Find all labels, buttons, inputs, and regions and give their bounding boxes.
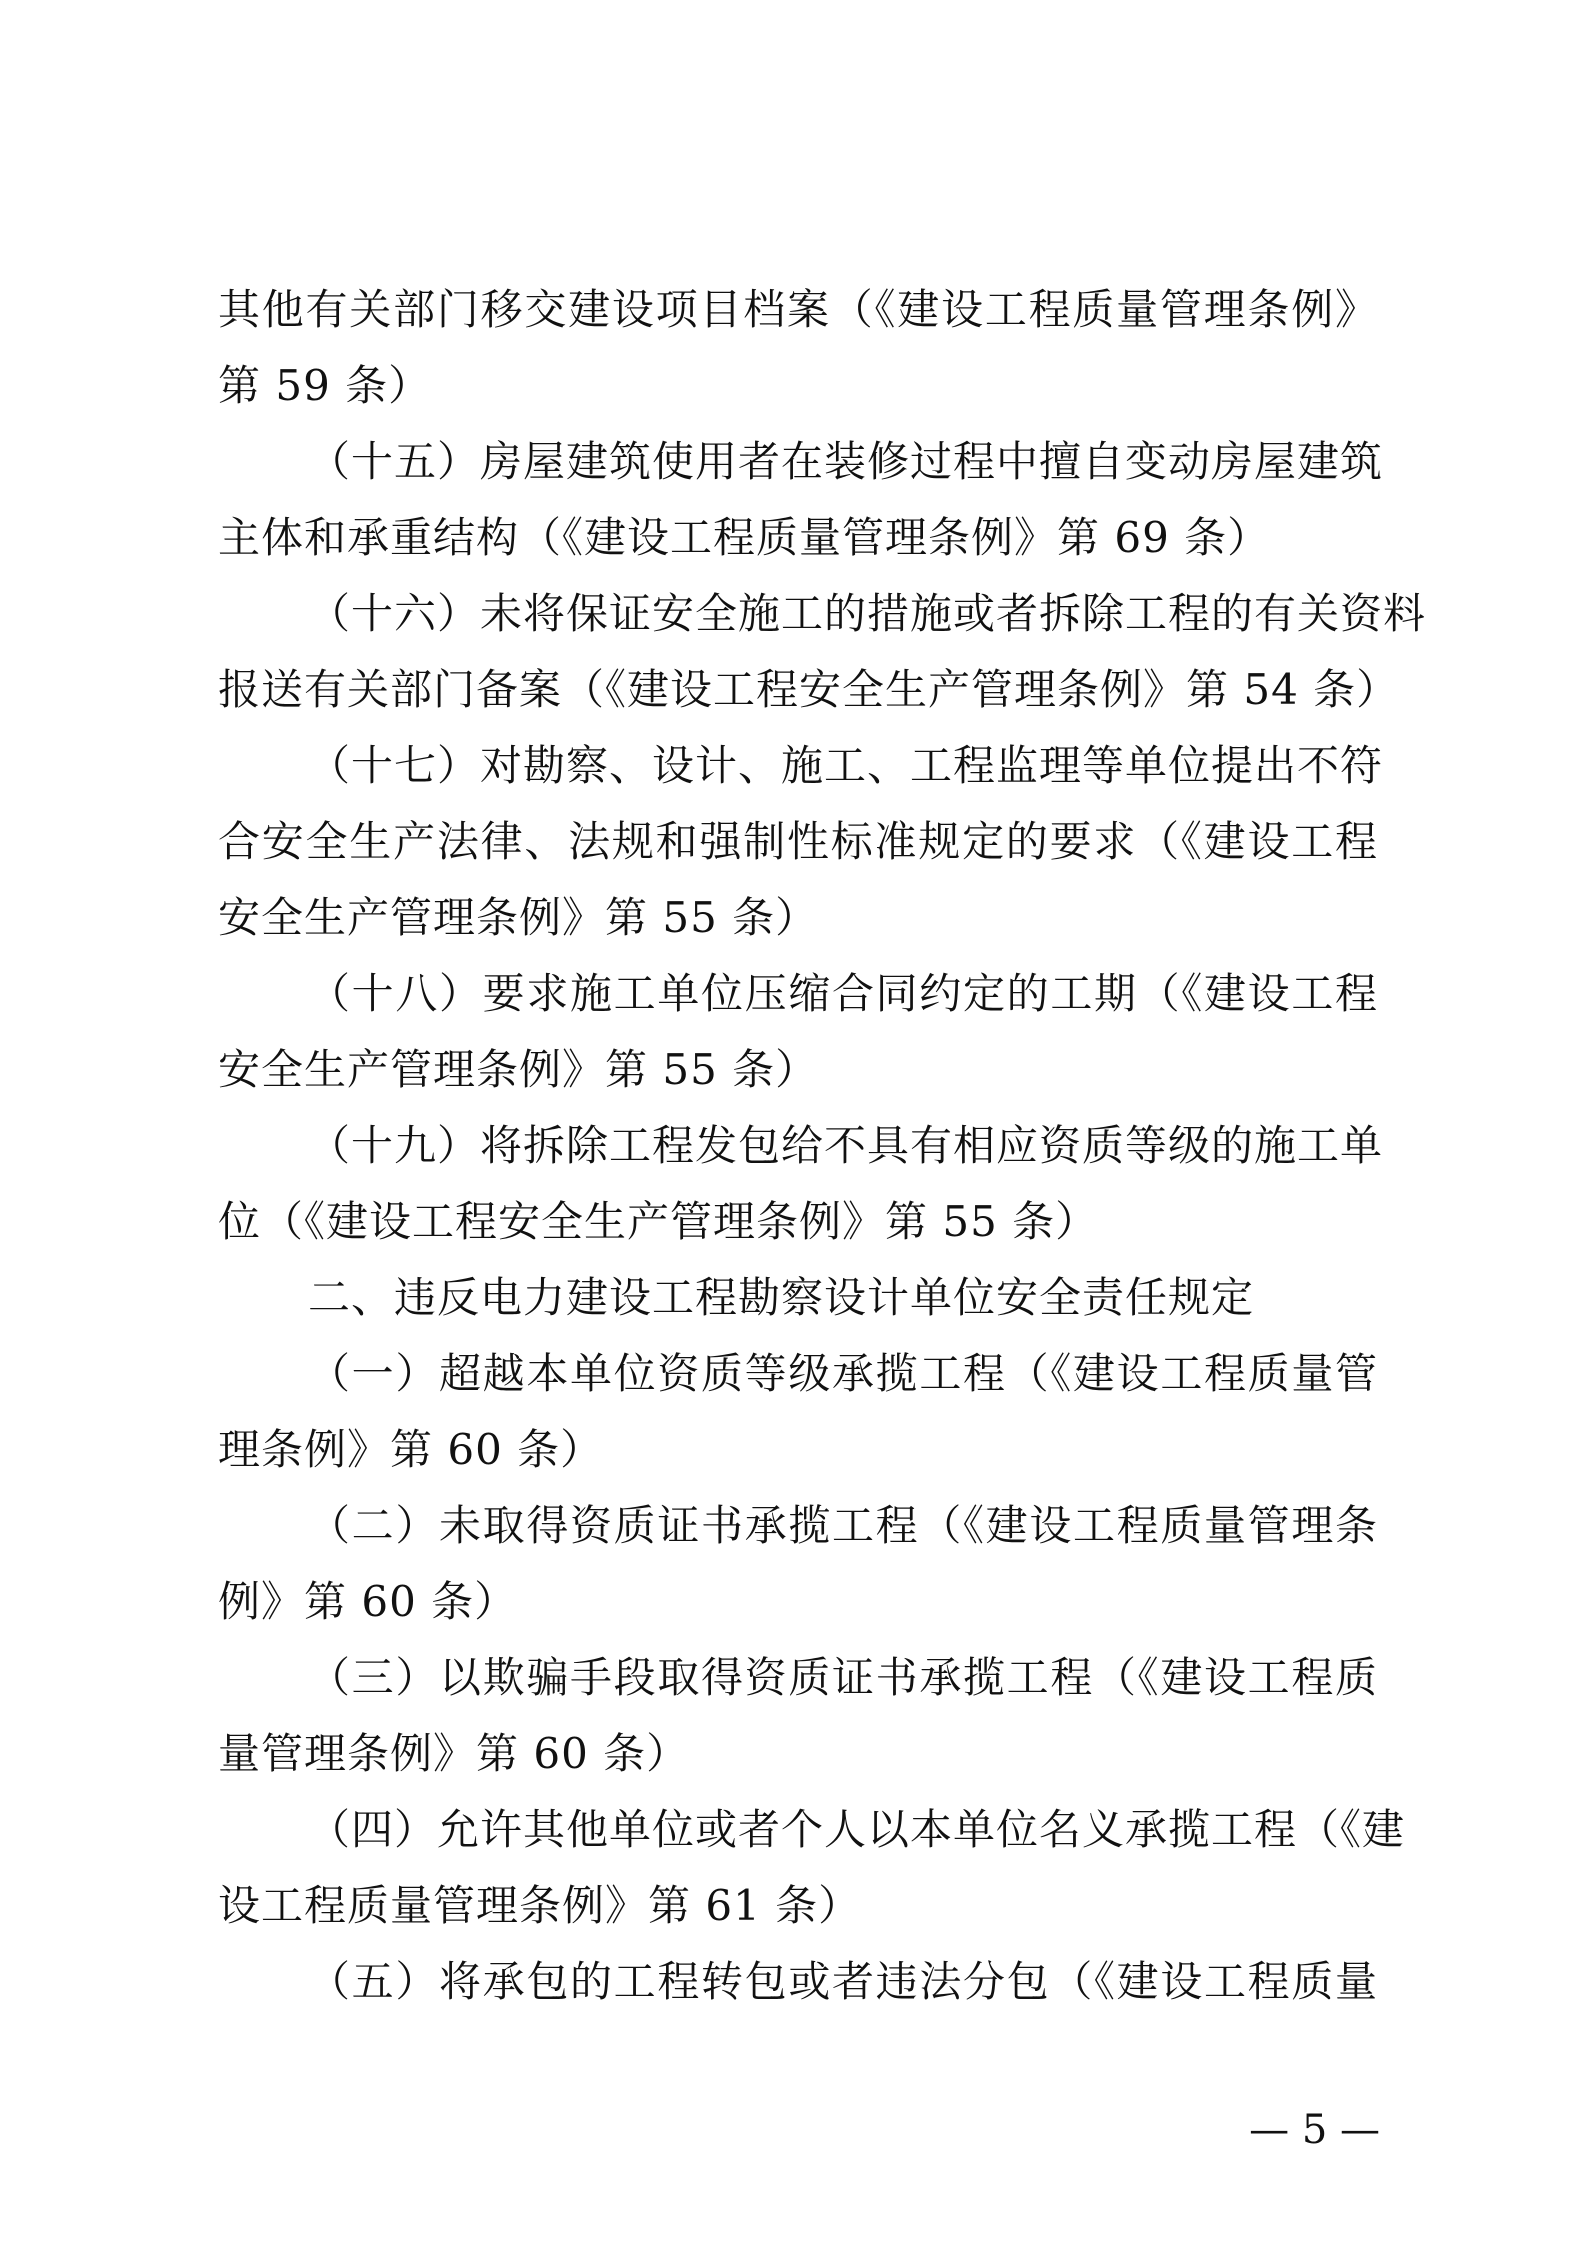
- document-body: [218, 272, 1427, 2020]
- page-number: — 5 —: [1249, 2107, 1380, 2153]
- text-line: （十九）将拆除工程发包给不具有相应资质等级的施工单: [308, 1121, 1384, 1170]
- text-line: 合安全生产法律、法规和强制性标准规定的要求（《建设工程: [218, 817, 1378, 866]
- text-line: 其他有关部门移交建设项目档案（《建设工程质量管理条例》: [218, 285, 1378, 334]
- text-line: （三）以欺骗手段取得资质证书承揽工程（《建设工程质: [308, 1653, 1378, 1702]
- text-line: （十六）未将保证安全施工的措施或者拆除工程的有关资料: [308, 589, 1427, 638]
- text-line: 安全生产管理条例》第 55 条）: [218, 1045, 819, 1094]
- text-line: 位（《建设工程安全生产管理条例》第 55 条）: [218, 1197, 1099, 1246]
- text-line: （四）允许其他单位或者个人以本单位名义承揽工程（《建: [308, 1805, 1406, 1854]
- text-line: （十七）对勘察、设计、施工、工程监理等单位提出不符: [308, 741, 1384, 790]
- text-line: 第 59 条）: [218, 361, 432, 410]
- text-line: （二）未取得资质证书承揽工程（《建设工程质量管理条: [308, 1501, 1378, 1550]
- text-line: 设工程质量管理条例》第 61 条）: [218, 1881, 862, 1930]
- text-line: （一）超越本单位资质等级承揽工程（《建设工程质量管: [308, 1349, 1378, 1398]
- text-line: 量管理条例》第 60 条）: [218, 1729, 690, 1778]
- text-line: 二、违反电力建设工程勘察设计单位安全责任规定: [308, 1273, 1255, 1322]
- text-line: 安全生产管理条例》第 55 条）: [218, 893, 819, 942]
- text-line: 主体和承重结构（《建设工程质量管理条例》第 69 条）: [218, 513, 1271, 562]
- text-line: 例》第 60 条）: [218, 1577, 518, 1626]
- text-line: 理条例》第 60 条）: [218, 1425, 604, 1474]
- text-line: （十八）要求施工单位压缩合同约定的工期（《建设工程: [308, 969, 1378, 1018]
- text-line: 报送有关部门备案（《建设工程安全生产管理条例》第 54 条）: [218, 665, 1400, 714]
- text-line: （十五）房屋建筑使用者在装修过程中擅自变动房屋建筑: [308, 437, 1384, 486]
- text-line: （五）将承包的工程转包或者违法分包（《建设工程质量: [308, 1957, 1378, 2006]
